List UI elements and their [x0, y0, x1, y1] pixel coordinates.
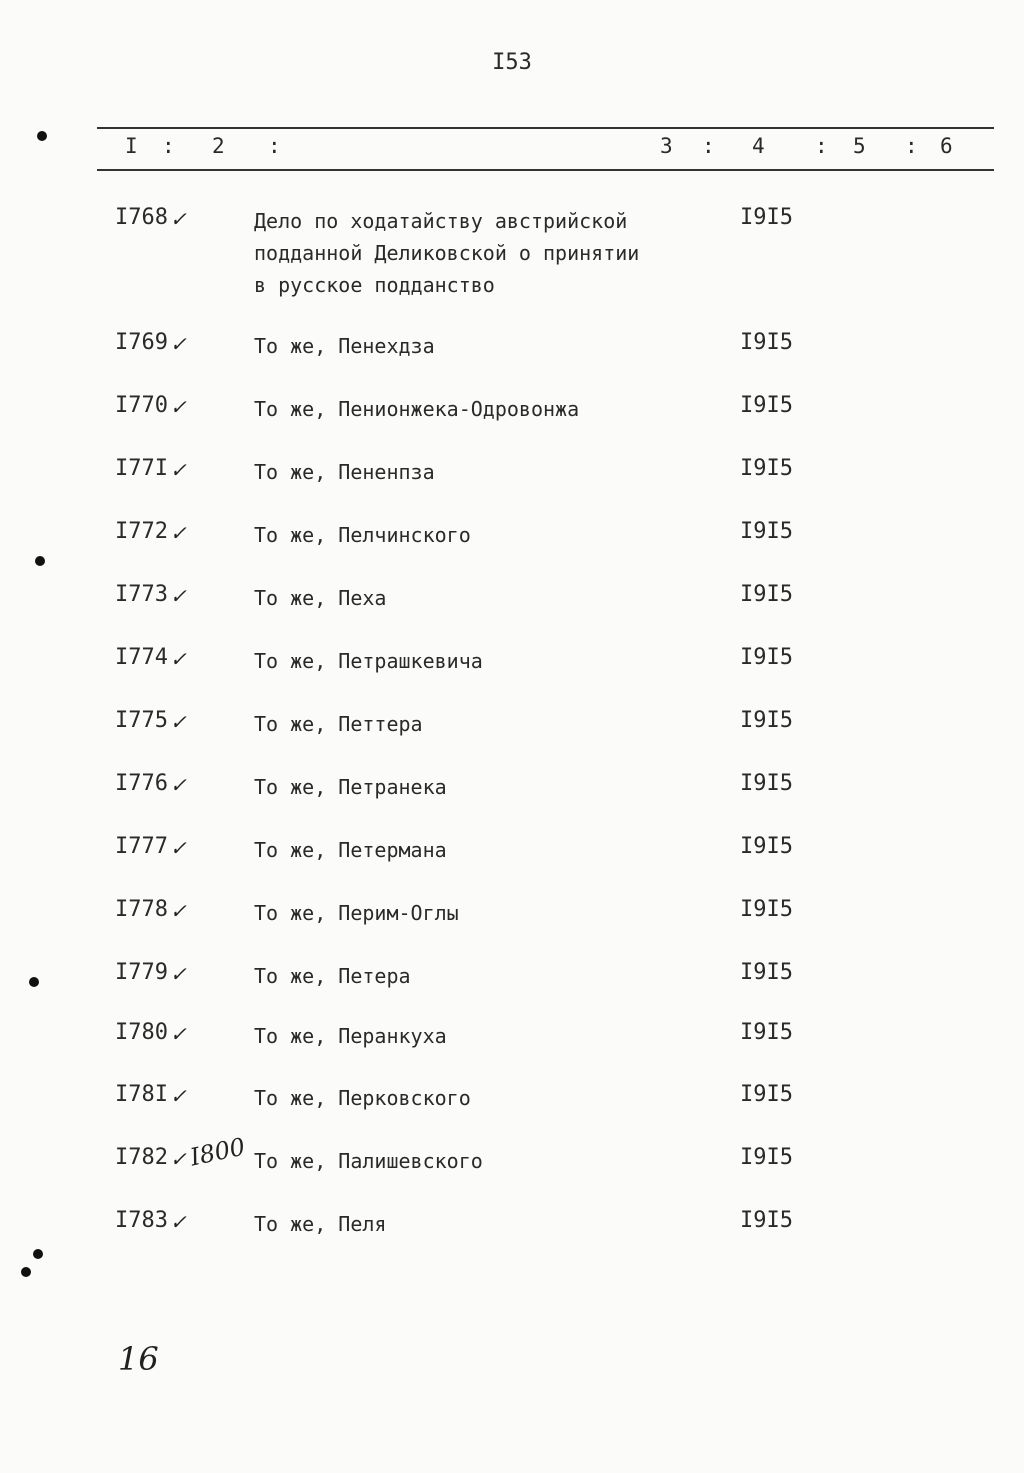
entry-number: I769: [115, 330, 168, 355]
entry-title-line: То же, Пеха: [254, 586, 387, 610]
entry-year: I9I5: [740, 393, 793, 418]
entry-title-line: То же, Пенехдза: [254, 334, 435, 358]
handwritten-footer: 16: [118, 1340, 159, 1378]
column-separator: :: [162, 134, 175, 158]
entry-number: I768: [115, 205, 168, 230]
entry-number: I783: [115, 1208, 168, 1233]
column-separator: :: [815, 134, 828, 158]
entry-year: I9I5: [740, 645, 793, 670]
entry-title: [254, 1020, 704, 1052]
entry-title: [254, 1208, 704, 1240]
handwritten-total: I800: [187, 1132, 248, 1172]
punch-hole: [35, 556, 45, 566]
punch-hole: [21, 1267, 31, 1277]
checkmark-icon: ✓: [170, 395, 187, 419]
punch-hole: [29, 977, 39, 987]
checkmark-icon: ✓: [170, 710, 187, 734]
entry-title: [254, 645, 704, 677]
entry-year: I9I5: [740, 1208, 793, 1233]
entry-title-line: То же, Петтера: [254, 712, 423, 736]
entry-year: I9I5: [740, 960, 793, 985]
entry-number: I776: [115, 771, 168, 796]
entry-title-line: То же, Пеля: [254, 1212, 387, 1236]
entry-number: I773: [115, 582, 168, 607]
column-header: 4: [752, 134, 765, 158]
header-rule-top: [97, 127, 994, 129]
checkmark-icon: ✓: [170, 1210, 187, 1234]
column-separator: :: [702, 134, 715, 158]
entry-title: [254, 519, 704, 551]
entry-title: [254, 393, 704, 425]
entry-title-line: То же, Перанкуха: [254, 1024, 447, 1048]
entry-year: I9I5: [740, 834, 793, 859]
header-rule-bottom: [97, 169, 994, 171]
entry-year: I9I5: [740, 456, 793, 481]
entry-title-line: То же, Петермана: [254, 838, 447, 862]
entry-title-line: То же, Палишевского: [254, 1149, 483, 1173]
entry-title-line: Дело по ходатайству австрийской: [254, 209, 628, 233]
column-header: 2: [212, 134, 225, 158]
entry-number: I770: [115, 393, 168, 418]
entry-title: [254, 960, 704, 992]
checkmark-icon: ✓: [170, 773, 187, 797]
checkmark-icon: ✓: [170, 207, 187, 231]
entry-title: [254, 330, 704, 362]
column-separator: :: [268, 134, 281, 158]
entry-title-line: То же, Петрашкевича: [254, 649, 483, 673]
entry-number: I778: [115, 897, 168, 922]
column-header: 5: [853, 134, 866, 158]
entry-title-line: То же, Петранека: [254, 775, 447, 799]
punch-hole: [37, 131, 47, 141]
entry-title-line: То же, Перковского: [254, 1086, 471, 1110]
entry-year: I9I5: [740, 708, 793, 733]
entry-year: I9I5: [740, 1082, 793, 1107]
checkmark-icon: ✓: [170, 521, 187, 545]
checkmark-icon: ✓: [170, 836, 187, 860]
entry-number: I77I: [115, 456, 168, 481]
column-header: 3: [660, 134, 673, 158]
entry-number: I78I: [115, 1082, 168, 1107]
checkmark-icon: ✓: [170, 962, 187, 986]
checkmark-icon: ✓: [170, 458, 187, 482]
column-header: I: [125, 134, 138, 158]
entry-year: I9I5: [740, 582, 793, 607]
entry-year: I9I5: [740, 1145, 793, 1170]
column-separator: :: [905, 134, 918, 158]
entry-number: I779: [115, 960, 168, 985]
entry-title: [254, 834, 704, 866]
entry-number: I772: [115, 519, 168, 544]
entry-number: I780: [115, 1020, 168, 1045]
entry-title-line: в русское подданство: [254, 273, 495, 297]
checkmark-icon: ✓: [170, 584, 187, 608]
entry-year: I9I5: [740, 897, 793, 922]
entry-number: I782: [115, 1145, 168, 1170]
entry-year: I9I5: [740, 1020, 793, 1045]
entry-title-line: подданной Деликовской о принятии: [254, 241, 640, 265]
entry-title: [254, 771, 704, 803]
checkmark-icon: ✓: [170, 1147, 187, 1171]
entry-title-line: То же, Перим-Оглы: [254, 901, 459, 925]
entry-title: [254, 456, 704, 488]
entry-year: I9I5: [740, 771, 793, 796]
entry-year: I9I5: [740, 205, 793, 230]
entry-title-line: То же, Пелчинского: [254, 523, 471, 547]
column-header: 6: [940, 134, 953, 158]
checkmark-icon: ✓: [170, 1022, 187, 1046]
checkmark-icon: ✓: [170, 899, 187, 923]
entry-number: I774: [115, 645, 168, 670]
entry-title-line: То же, Петера: [254, 964, 411, 988]
entry-title: [254, 1145, 704, 1177]
entry-title: [254, 708, 704, 740]
entry-title-line: То же, Пененпза: [254, 460, 435, 484]
page-number: I53: [492, 50, 532, 75]
entry-title: [254, 582, 704, 614]
entry-title-line: То же, Пенионжека-Одровонжа: [254, 397, 580, 421]
checkmark-icon: ✓: [170, 647, 187, 671]
checkmark-icon: ✓: [170, 1084, 187, 1108]
entry-number: I777: [115, 834, 168, 859]
punch-hole: [33, 1249, 43, 1259]
entry-title: [254, 897, 704, 929]
entry-year: I9I5: [740, 519, 793, 544]
entry-number: I775: [115, 708, 168, 733]
entry-year: I9I5: [740, 330, 793, 355]
entry-title: [254, 1082, 704, 1114]
checkmark-icon: ✓: [170, 332, 187, 356]
entry-title: [254, 205, 704, 301]
